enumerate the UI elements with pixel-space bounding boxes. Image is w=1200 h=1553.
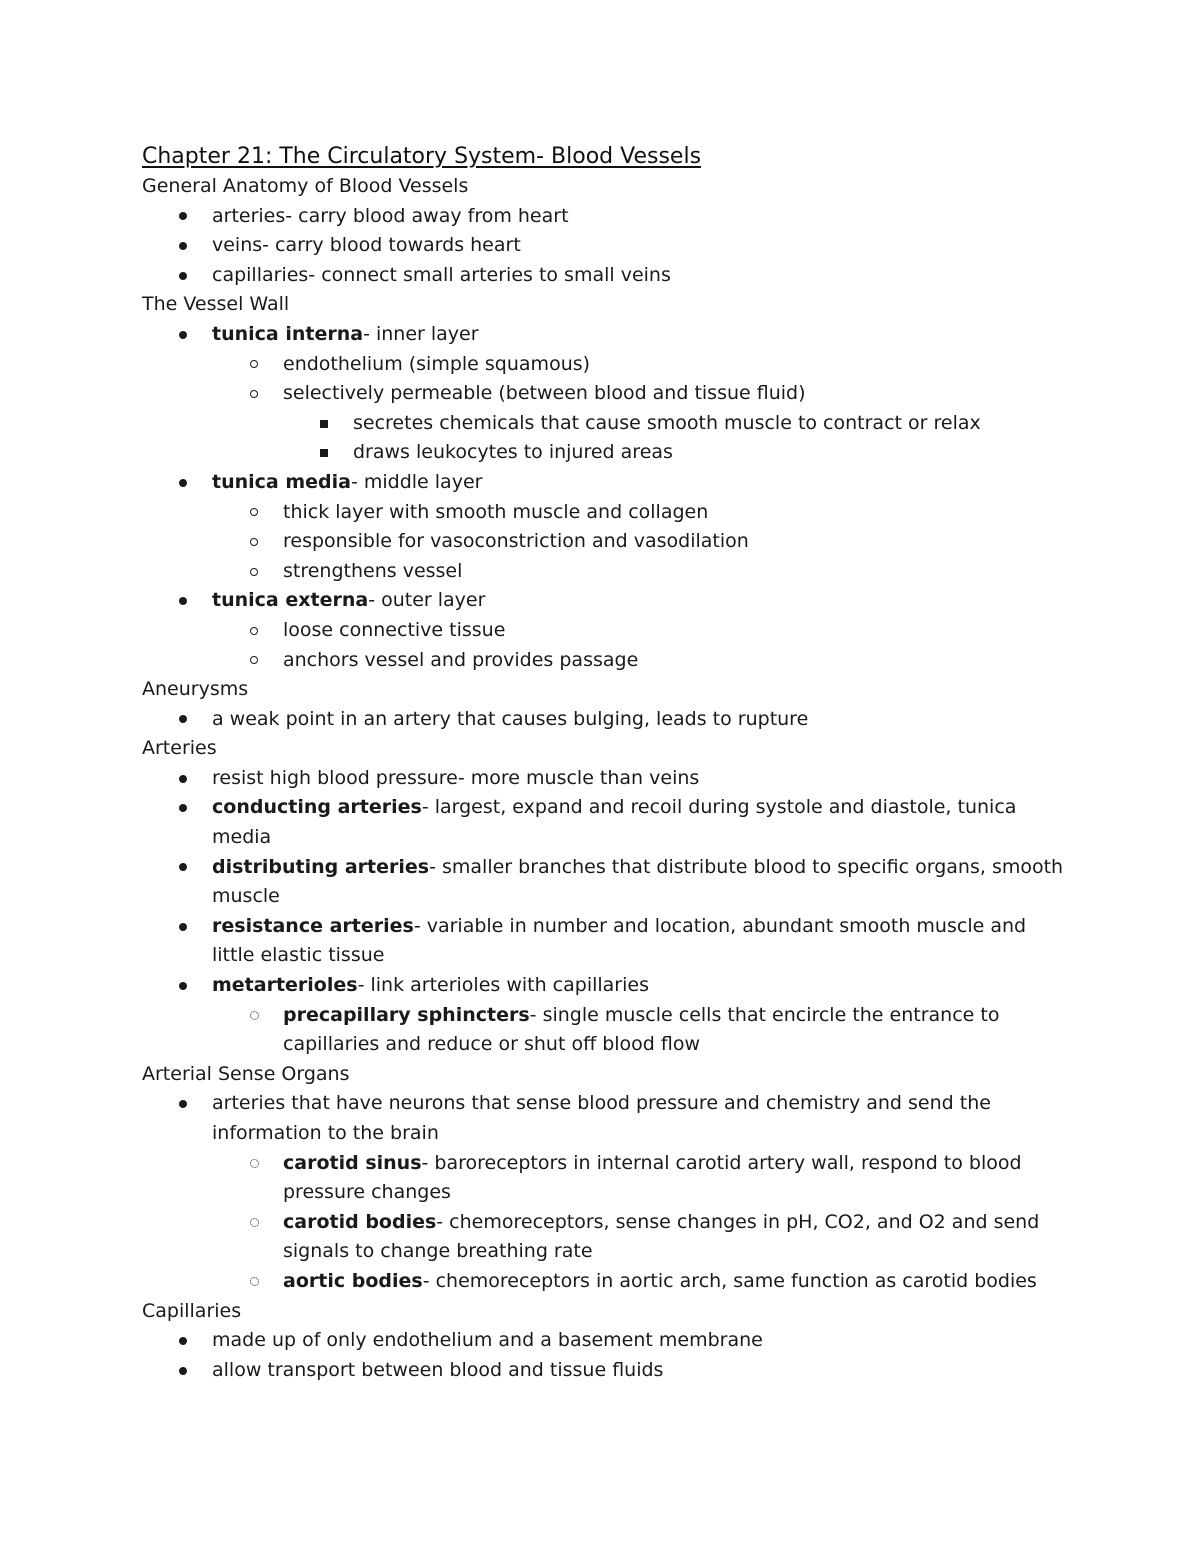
section-heading-general: General Anatomy of Blood Vessels (142, 175, 469, 197)
general-list (142, 202, 1072, 291)
list-item: tunica media- middle layer (142, 468, 1072, 498)
bullet-icon (176, 320, 190, 350)
list-item: resistance arteries- variable in number and location, abundant smooth muscle and little elastic tissue (142, 912, 1072, 971)
list-item: arteries- carry blood away from heart (142, 202, 1072, 232)
section-heading-arteries: Arteries (142, 737, 217, 760)
capillaries-list (142, 1326, 1072, 1385)
bullet-icon (176, 1356, 190, 1386)
dotted-circle-bullet-icon (247, 1267, 261, 1297)
square-bullet-icon (317, 438, 331, 468)
circle-bullet-icon (247, 616, 261, 646)
circle-bullet-icon (247, 527, 261, 557)
list-item: veins- carry blood towards heart (142, 231, 1072, 261)
list-item: aortic bodies- chemoreceptors in aortic arch, same function as carotid bodies (142, 1267, 1072, 1297)
dotted-circle-bullet-icon (247, 1208, 261, 1238)
circle-bullet-icon (247, 350, 261, 380)
section-heading-vessel-wall: The Vessel Wall (142, 293, 290, 316)
circle-bullet-icon (247, 557, 261, 587)
vessel-wall-list (142, 320, 1072, 675)
list-item: draws leukocytes to injured areas (142, 438, 1072, 468)
list-item: precapillary sphincters- single muscle cells that encircle the entrance to capillaries and reduce or shut off blood flow (142, 1001, 1072, 1060)
bullet-icon (176, 586, 190, 616)
list-item: anchors vessel and provides passage (142, 646, 1072, 676)
bullet-icon (176, 231, 190, 261)
list-item: loose connective tissue (142, 616, 1072, 646)
list-item: conducting arteries- largest, expand and recoil during systole and diastole, tunica media (142, 793, 1072, 852)
list-item: capillaries- connect small arteries to small veins (142, 261, 1072, 291)
list-item: strengthens vessel (142, 557, 1072, 587)
list-item: selectively permeable (between blood and tissue fluid) (142, 379, 1072, 409)
arteries-list (142, 764, 1072, 1060)
bullet-icon (176, 468, 190, 498)
list-item: resist high blood pressure- more muscle than veins (142, 764, 1072, 794)
list-item: tunica externa- outer layer (142, 586, 1072, 616)
list-item: thick layer with smooth muscle and collagen (142, 498, 1072, 528)
list-item: carotid bodies- chemoreceptors, sense changes in pH, CO2, and O2 and send signals to change breathing rate (142, 1208, 1072, 1267)
sense-organs-list (142, 1089, 1072, 1296)
bullet-icon (176, 793, 190, 823)
list-item: metarterioles- link arterioles with capillaries (142, 971, 1072, 1001)
square-bullet-icon (317, 409, 331, 439)
bullet-icon (176, 912, 190, 942)
aneurysms-list (142, 705, 1072, 735)
list-item: responsible for vasoconstriction and vasodilation (142, 527, 1072, 557)
list-item: secretes chemicals that cause smooth muscle to contract or relax (142, 409, 1072, 439)
dotted-circle-bullet-icon (247, 1149, 261, 1179)
bullet-icon (176, 1326, 190, 1356)
circle-bullet-icon (247, 379, 261, 409)
list-item: arteries that have neurons that sense blood pressure and chemistry and send the information to the brain (142, 1089, 1072, 1148)
bullet-icon (176, 853, 190, 883)
list-item: a weak point in an artery that causes bulging, leads to rupture (142, 705, 1072, 735)
list-item: allow transport between blood and tissue fluids (142, 1356, 1072, 1386)
list-item: made up of only endothelium and a basement membrane (142, 1326, 1072, 1356)
section-heading-aneurysms: Aneurysms (142, 678, 249, 701)
page-title: Chapter 21: The Circulatory System- Blood Vessels (142, 144, 702, 169)
bullet-icon (176, 202, 190, 232)
section-heading-sense-organs: Arterial Sense Organs (142, 1062, 350, 1085)
list-item: carotid sinus- baroreceptors in internal carotid artery wall, respond to blood pressure changes (142, 1149, 1072, 1208)
bullet-icon (176, 971, 190, 1001)
section-heading-capillaries: Capillaries (142, 1299, 242, 1322)
bullet-icon (176, 705, 190, 735)
bullet-icon (176, 261, 190, 291)
circle-bullet-icon (247, 498, 261, 528)
bullet-icon (176, 1089, 190, 1119)
list-item: endothelium (simple squamous) (142, 350, 1072, 380)
list-item: tunica interna- inner layer (142, 320, 1072, 350)
dotted-circle-bullet-icon (247, 1001, 261, 1031)
list-item: distributing arteries- smaller branches that distribute blood to specific organs, smooth muscle (142, 853, 1072, 912)
document-page (142, 142, 1072, 1385)
bullet-icon (176, 764, 190, 794)
circle-bullet-icon (247, 646, 261, 676)
